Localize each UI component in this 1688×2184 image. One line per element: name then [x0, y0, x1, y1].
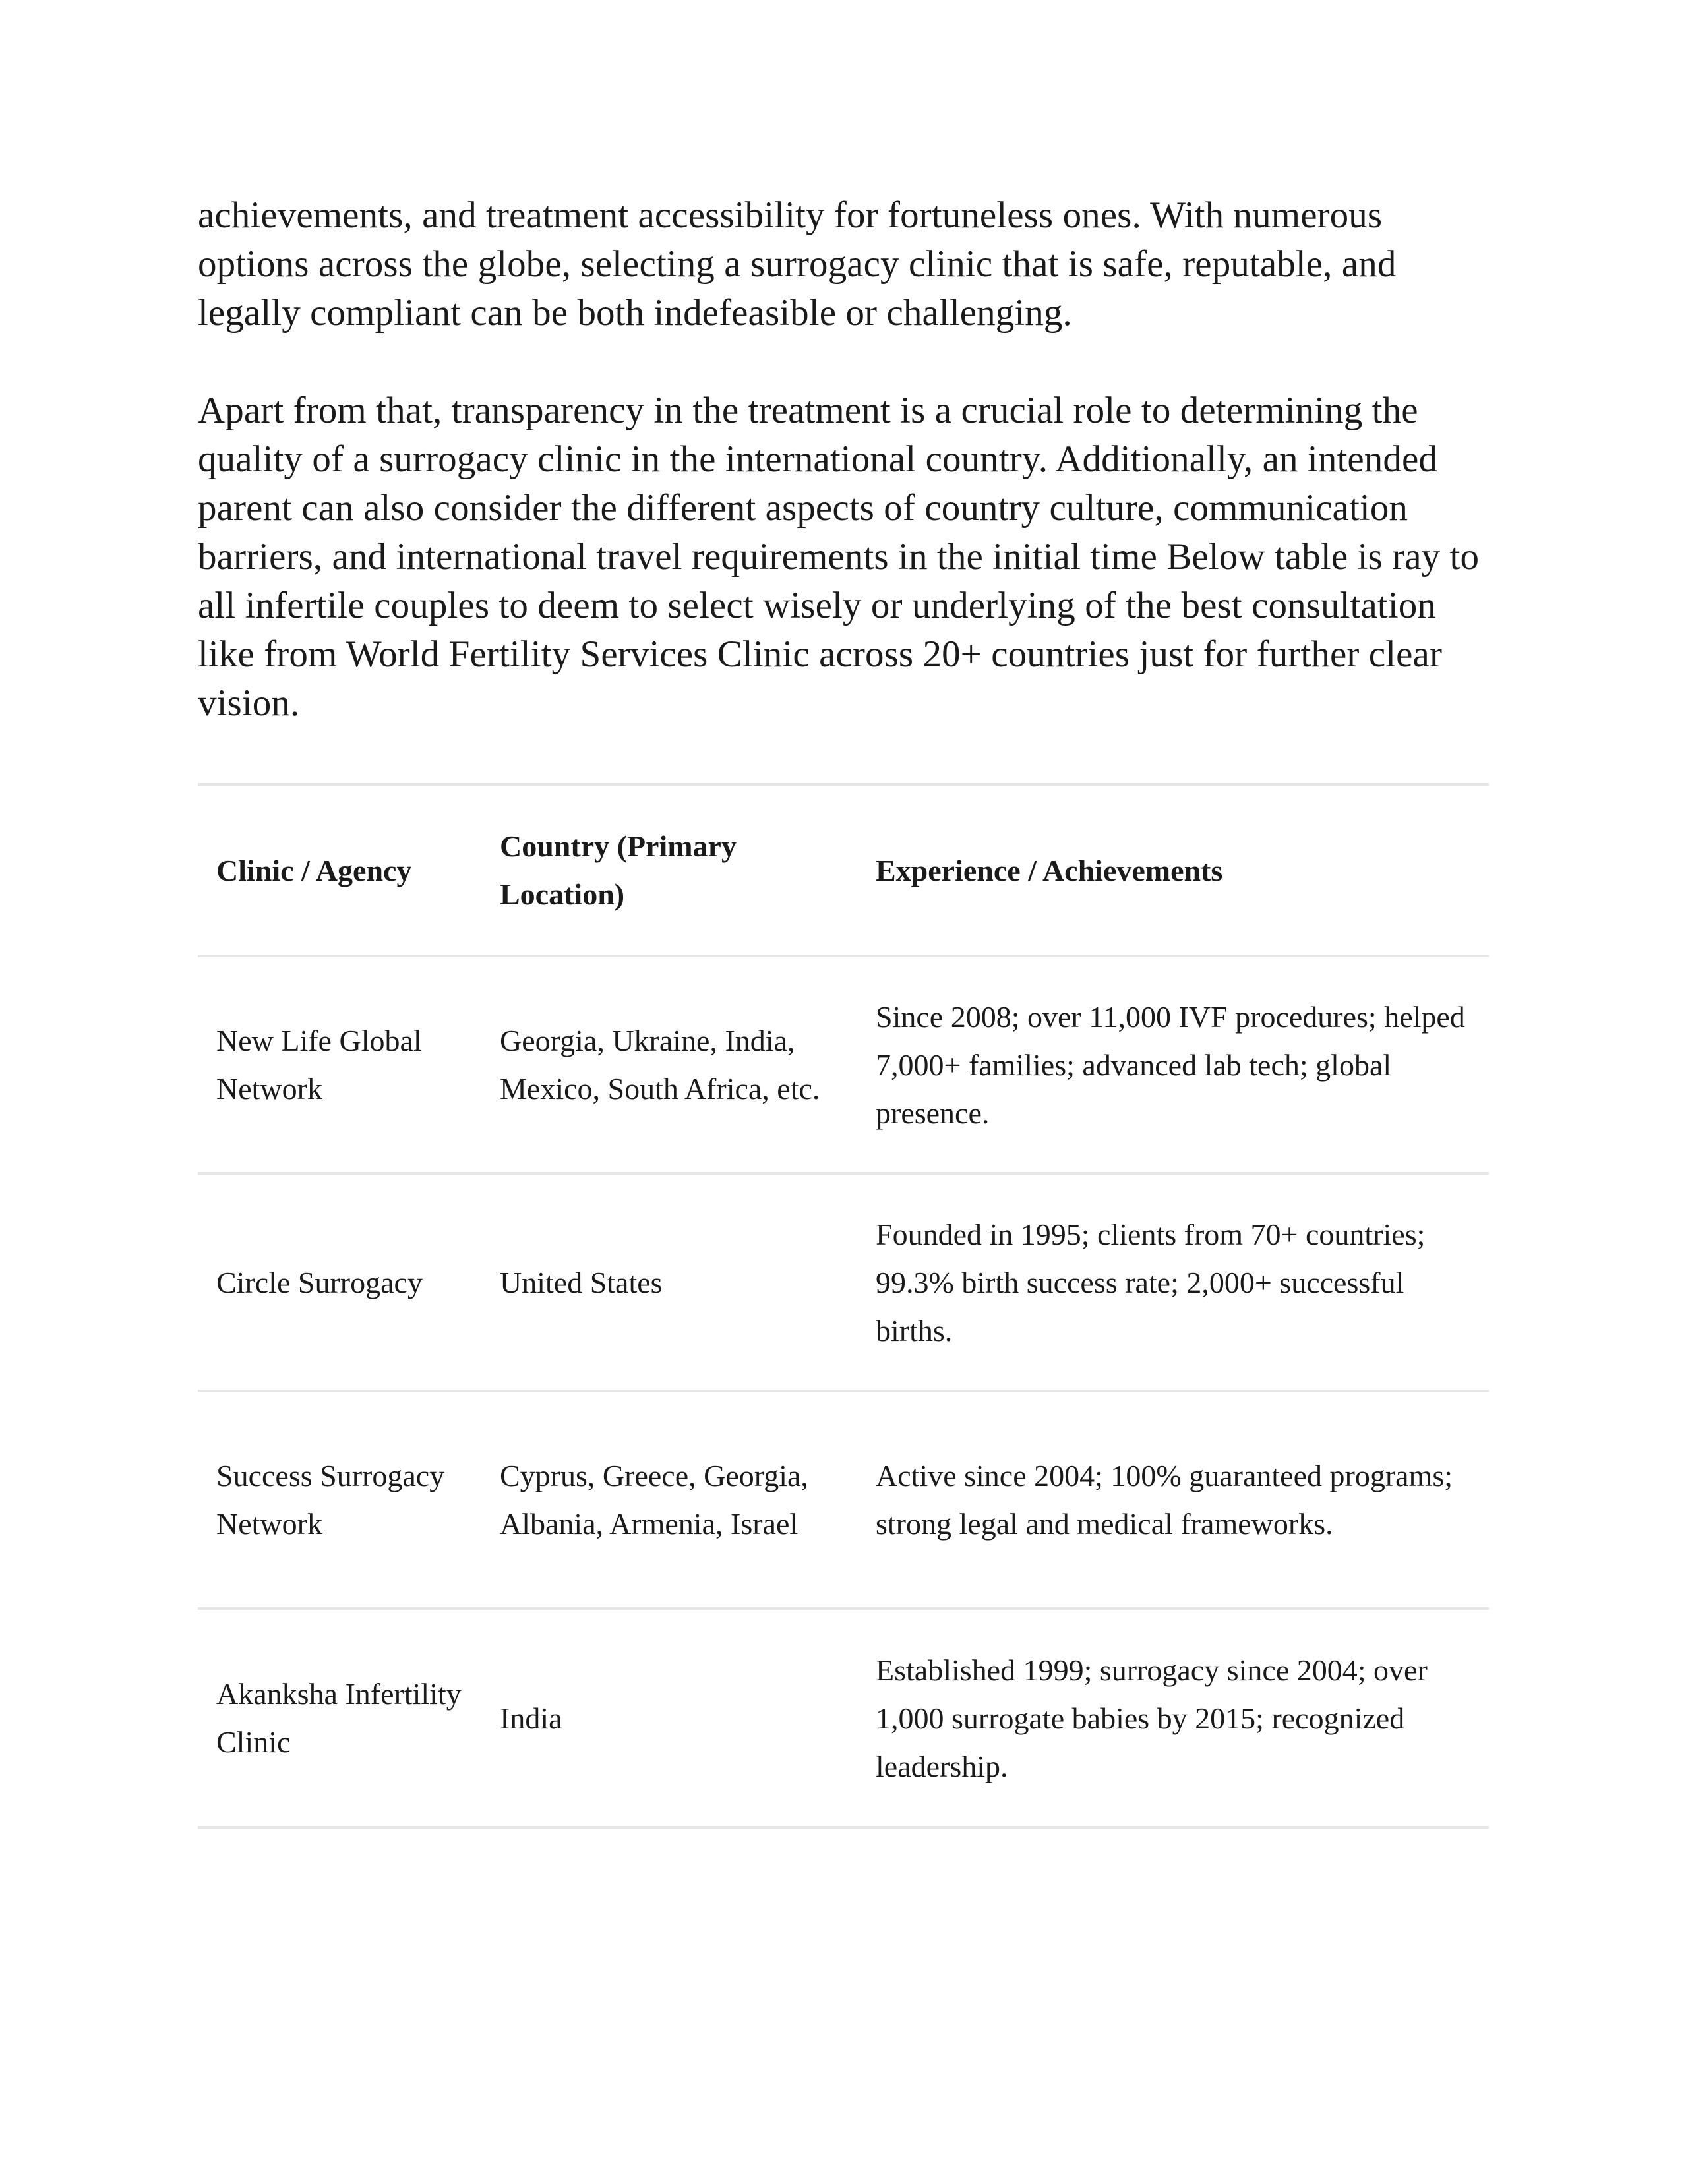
- cell-country: Georgia, Ukraine, India, Mexico, South Africa, etc.: [500, 1024, 820, 1106]
- table-row: [198, 1173, 1489, 1391]
- cell-country: India: [500, 1701, 562, 1735]
- cell-clinic: Success Surrogacy Network: [216, 1459, 445, 1541]
- table-header-row: [198, 784, 1489, 956]
- cell-country: Cyprus, Greece, Georgia, Albania, Armenia, Israel: [500, 1459, 808, 1541]
- cell-clinic: Circle Surrogacy: [216, 1265, 423, 1299]
- cell-country: United States: [500, 1265, 663, 1299]
- paragraph-intro-continuation: achievements, and treatment accessibility for fortuneless ones. With numerous options across the globe, selecting a surrogacy clinic that is safe, reputable, and legally compliant can be both indefeasible or challenging.: [198, 194, 1397, 334]
- clinic-comparison-table: [198, 783, 1489, 1829]
- header-clinic-agency: Clinic / Agency: [216, 853, 412, 887]
- cell-experience: Established 1999; surrogacy since 2004; over 1,000 surrogate babies by 2015; recognized leadership.: [876, 1653, 1428, 1783]
- table-row: [198, 1391, 1489, 1608]
- table-row: [198, 956, 1489, 1173]
- cell-experience: Since 2008; over 11,000 IVF procedures; helped 7,000+ families; advanced lab tech; global presence.: [876, 999, 1465, 1130]
- table-row: [198, 1608, 1489, 1827]
- header-experience: Experience / Achievements: [876, 853, 1223, 887]
- paragraph-transparency: Apart from that, transparency in the treatment is a crucial role to determining the quality of a surrogacy clinic in the international country. Additionally, an intended parent can also consider the different aspects of country culture, communication barriers, and international travel requirements in the initial time Below table is ray to all infertile couples to deem to select wisely or underlying of the best consultation like from World Fertility Services Clinic across 20+ countries just for further clear vision.: [198, 390, 1480, 724]
- article-body: [198, 191, 1490, 728]
- header-country: Country (Primary Location): [500, 829, 737, 911]
- cell-experience: Active since 2004; 100% guaranteed programs; strong legal and medical frameworks.: [876, 1459, 1453, 1541]
- cell-clinic: Akanksha Infertility Clinic: [216, 1677, 462, 1759]
- cell-clinic: New Life Global Network: [216, 1024, 422, 1106]
- cell-experience: Founded in 1995; clients from 70+ countries; 99.3% birth success rate; 2,000+ successful births.: [876, 1217, 1426, 1347]
